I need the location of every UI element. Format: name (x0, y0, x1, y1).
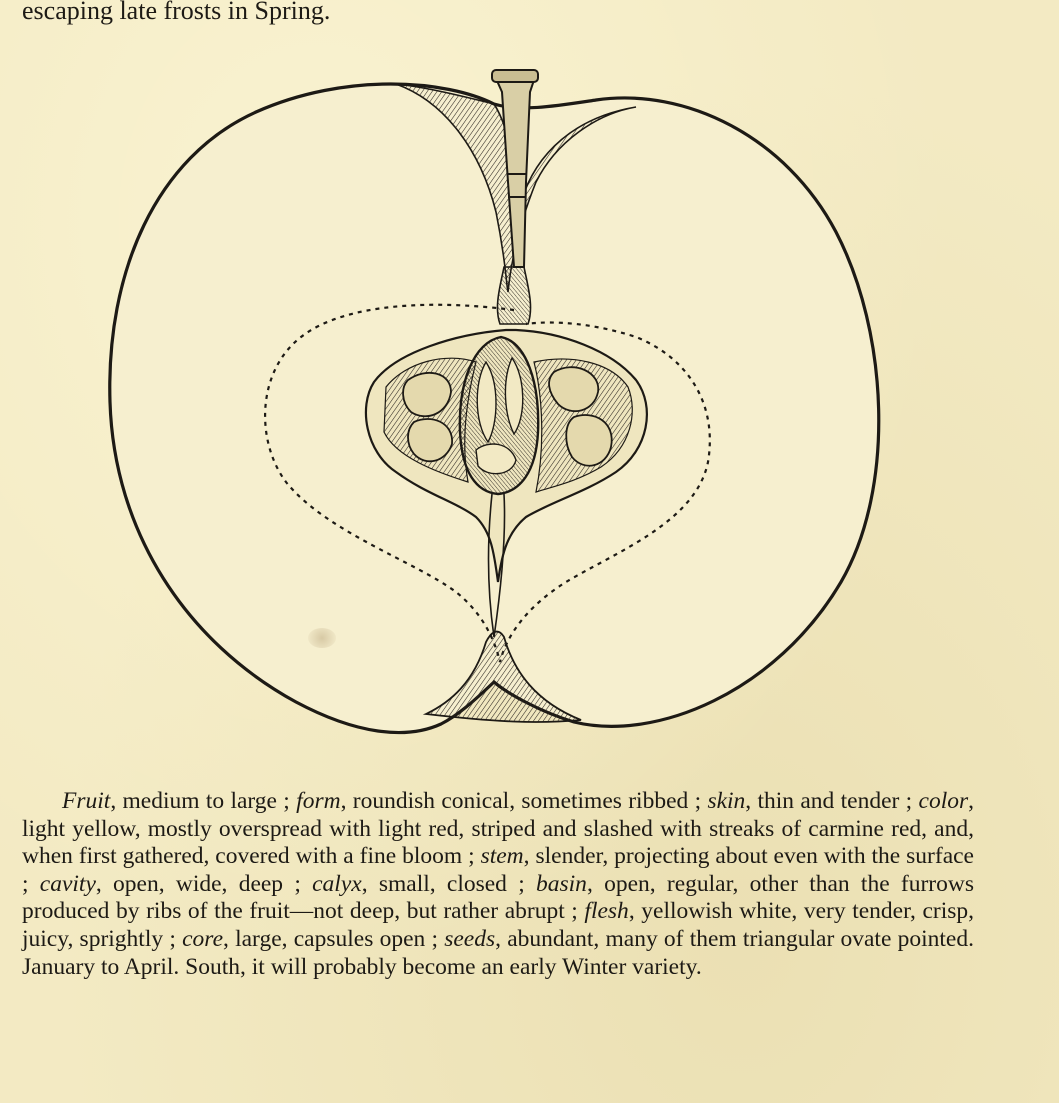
seed (566, 415, 611, 466)
description-text: , medium to large ; (110, 788, 297, 814)
description-term: skin (707, 788, 746, 814)
description-term: core (182, 925, 223, 952)
description-term: basin (536, 870, 587, 897)
previous-paragraph-end: escaping late frosts in Spring. (22, 0, 331, 25)
description-term: Fruit (62, 788, 111, 814)
description-text: , abundant, many of them triangular ovate pointed. January to April. South, it will probably become an early Winter variety. (22, 925, 974, 980)
description-text: , light yellow, mostly overspread with light red, striped and slashed with streaks of carmine red, and, when first gathered, covered with a fine bloom ; (22, 788, 974, 870)
description-term: calyx (312, 870, 362, 897)
seed (408, 419, 452, 461)
description-term: cavity (39, 870, 96, 897)
description-term: color (918, 788, 969, 814)
description-term: stem (480, 843, 524, 870)
description-text: , large, capsules open ; (223, 925, 445, 952)
apple-cross-section-illustration (96, 62, 896, 762)
description-term: seeds (444, 925, 496, 952)
apple-engraving (96, 62, 896, 762)
paper-stain (308, 628, 336, 648)
description-text: , small, closed ; (361, 870, 536, 897)
fruit-description (22, 788, 974, 981)
description-text: , yellowish white, very tender, crisp, juicy, sprightly ; (22, 898, 974, 952)
description-text: , slender, projecting about even with the surface ; (22, 843, 974, 897)
description-text: , roundish conical, sometimes ribbed ; (340, 788, 708, 814)
description-text: , open, wide, deep ; (95, 870, 313, 897)
description-term: form (296, 788, 341, 814)
description-text: , thin and tender ; (745, 788, 919, 814)
description-term: flesh (584, 898, 629, 925)
stem-base (497, 267, 530, 324)
description-text: , open, regular, other than the furrows produced by ribs of the fruit—not deep, but rather abrupt ; (22, 870, 974, 925)
